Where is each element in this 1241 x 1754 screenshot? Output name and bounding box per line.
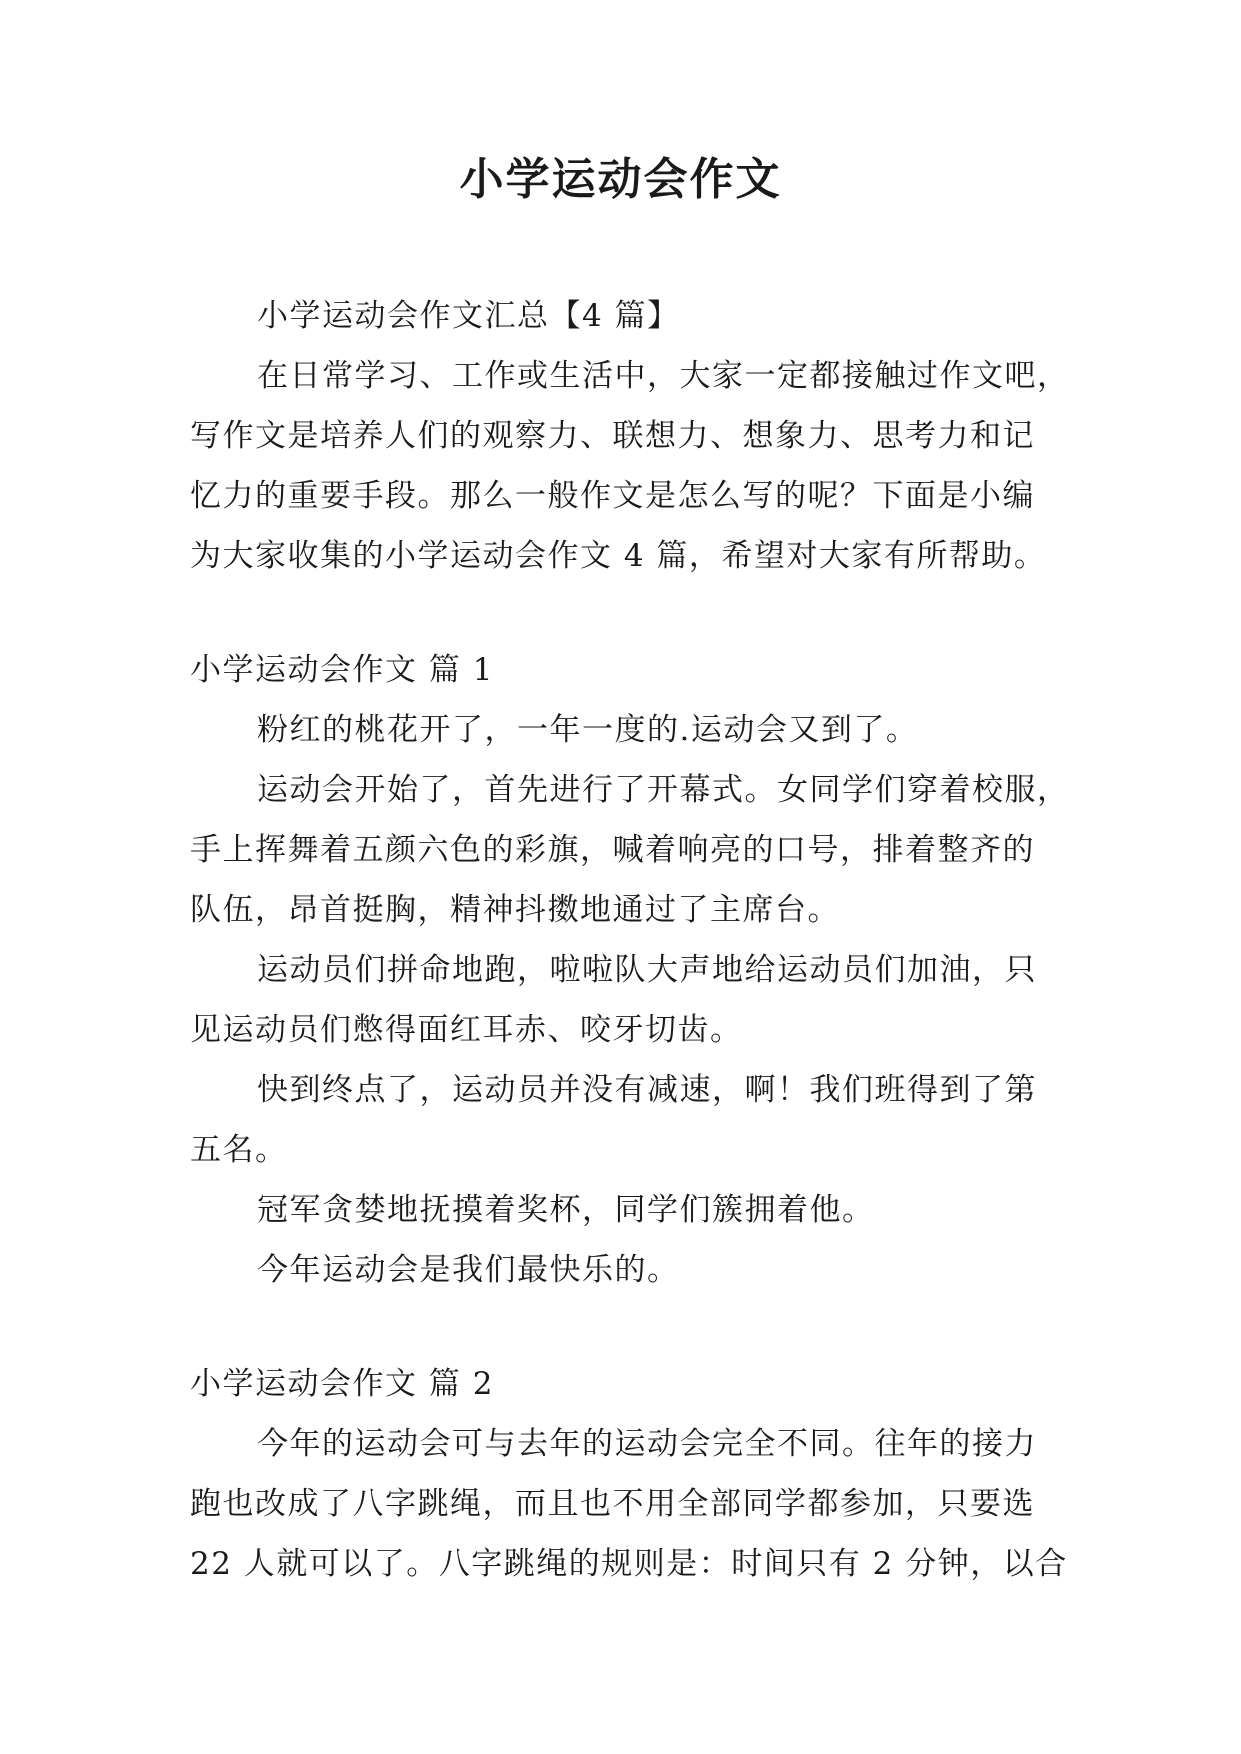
paragraph-line: 跑也改成了八字跳绳，而且也不用全部同学都参加，只要选 bbox=[190, 1486, 1035, 1522]
section-heading: 小学运动会作文 篇 1 bbox=[190, 652, 494, 688]
paragraph-line: 冠军贪婪地抚摸着奖杯，同学们簇拥着他。 bbox=[257, 1192, 875, 1228]
paragraph-line: 快到终点了，运动员并没有减速，啊！我们班得到了第 bbox=[257, 1072, 1037, 1108]
document-title: 小学运动会作文 bbox=[459, 154, 782, 205]
paragraph-line: 队伍，昂首挺胸，精神抖擞地通过了主席台。 bbox=[190, 892, 840, 928]
section-heading: 小学运动会作文 篇 2 bbox=[190, 1366, 494, 1402]
paragraph-line: 运动会开始了，首先进行了开幕式。女同学们穿着校服， bbox=[257, 772, 1070, 808]
paragraph-line: 见运动员们憋得面红耳赤、咬牙切齿。 bbox=[190, 1012, 743, 1048]
paragraph-line: 运动员们拼命地跑，啦啦队大声地给运动员们加油，只 bbox=[257, 952, 1037, 988]
paragraph-line: 手上挥舞着五颜六色的彩旗，喊着响亮的口号，排着整齐的 bbox=[190, 832, 1035, 868]
intro-paragraph-line: 在日常学习、工作或生活中，大家一定都接触过作文吧， bbox=[257, 358, 1070, 394]
paragraph-line: 22 人就可以了。八字跳绳的规则是：时间只有 2 分钟，以合 bbox=[190, 1546, 1068, 1582]
paragraph-line: 五名。 bbox=[190, 1132, 288, 1168]
paragraph-line: 今年的运动会可与去年的运动会完全不同。往年的接力 bbox=[257, 1426, 1037, 1462]
intro-paragraph-line: 写作文是培养人们的观察力、联想力、想象力、思考力和记 bbox=[190, 418, 1035, 454]
paragraph-line: 粉红的桃花开了，一年一度的.运动会又到了。 bbox=[257, 712, 919, 748]
intro-paragraph-line: 忆力的重要手段。那么一般作文是怎么写的呢？下面是小编 bbox=[190, 478, 1035, 514]
intro-heading: 小学运动会作文汇总【4 篇】 bbox=[257, 298, 680, 334]
intro-paragraph-line: 为大家收集的小学运动会作文 4 篇，希望对大家有所帮助。 bbox=[190, 538, 1047, 574]
paragraph-line: 今年运动会是我们最快乐的。 bbox=[257, 1252, 680, 1288]
